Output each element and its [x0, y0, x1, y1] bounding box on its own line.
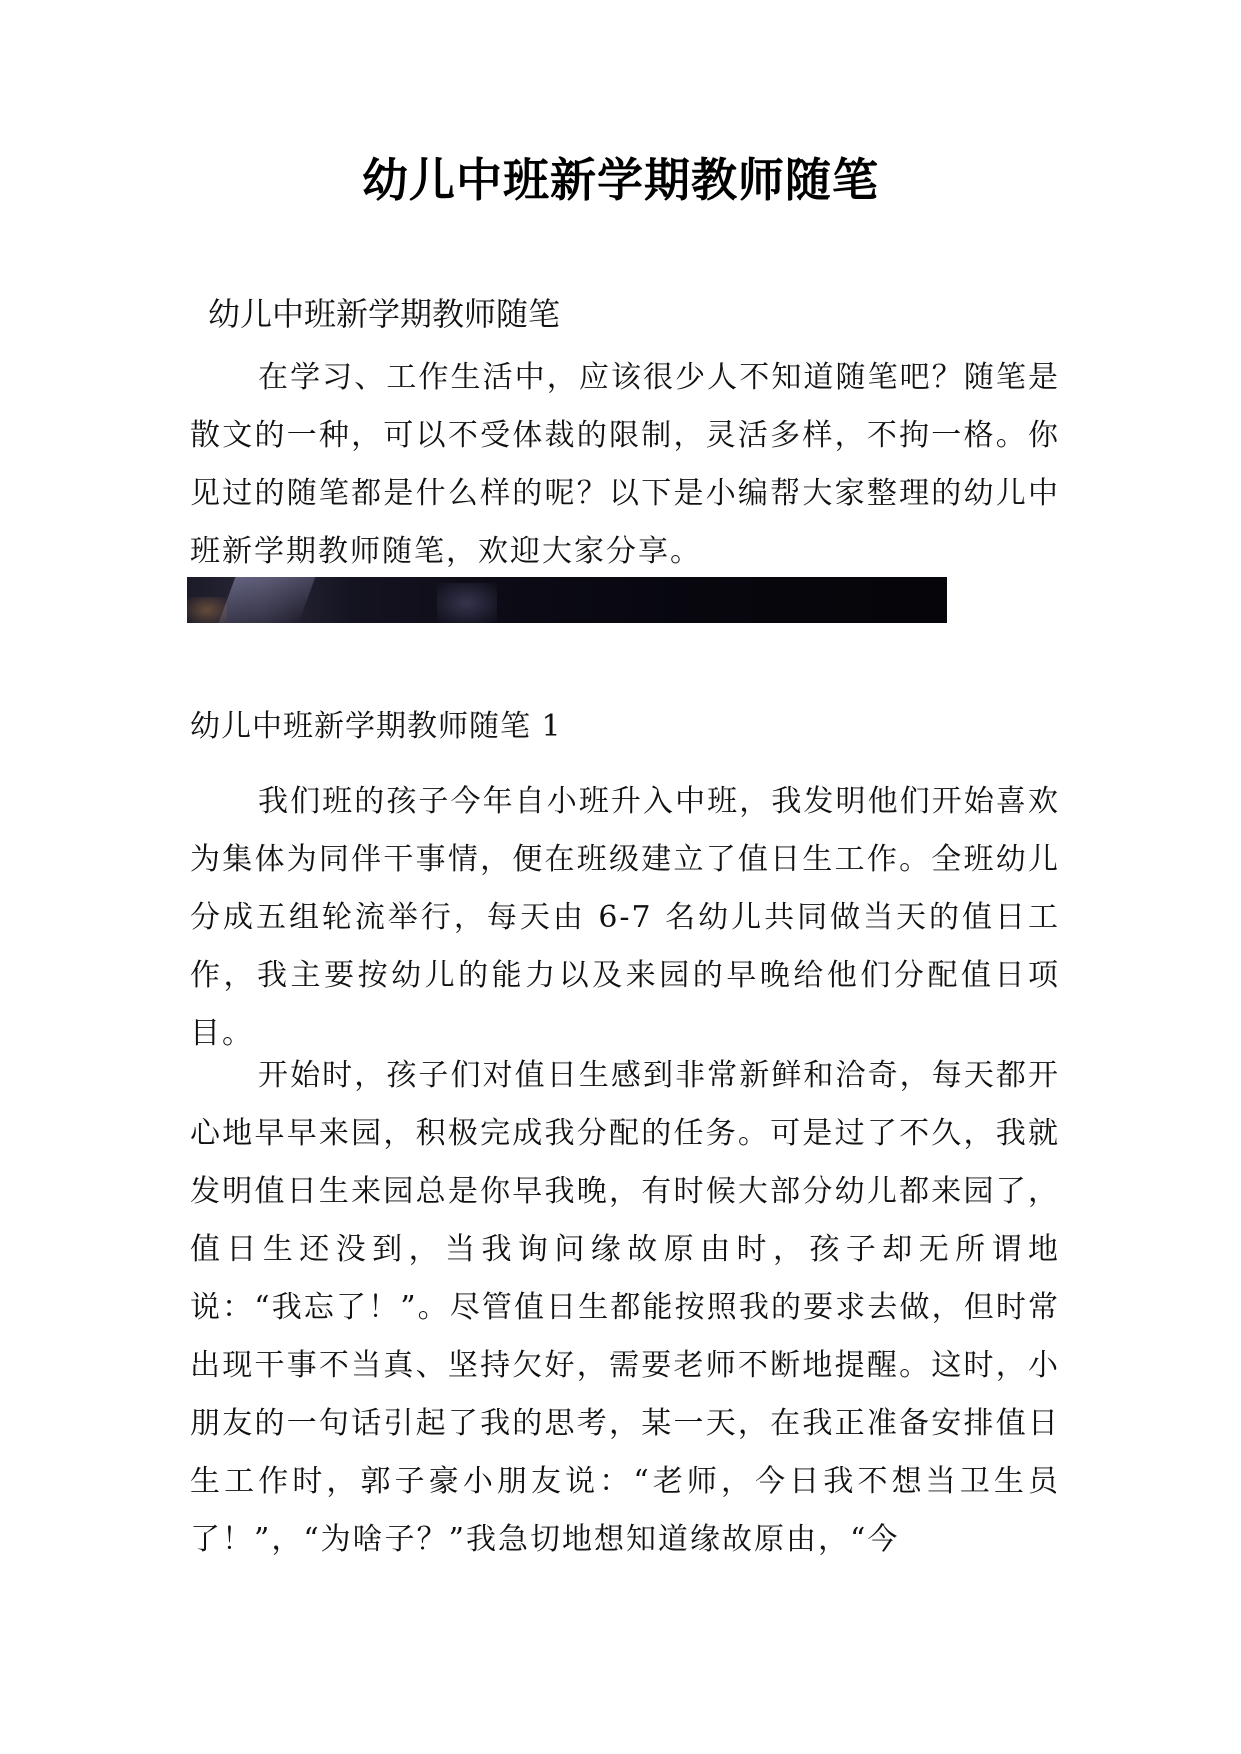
document-subtitle: 幼儿中班新学期教师随笔	[208, 295, 561, 333]
body-paragraph-1: 我们班的孩子今年自小班升入中班，我发明他们开始喜欢为集体为同伴干事情，便在班级建立了值日生工作。全班幼儿分成五组轮流举行，每天由 6-7 名幼儿共同做当天的值日工作，我主要按幼儿的能力以及来园的早晚给他们分配值日项目。	[190, 784, 1060, 1051]
banner-light-spot	[437, 583, 497, 623]
document-title: 幼儿中班新学期教师随笔	[362, 153, 879, 207]
banner-light-streak	[219, 577, 316, 623]
section-heading: 幼儿中班新学期教师随笔 1	[190, 709, 562, 744]
banner-image	[187, 577, 947, 623]
intro-paragraph: 在学习、工作生活中，应该很少人不知道随笔吧？随笔是散文的一种，可以不受体裁的限制，灵活多样，不拘一格。你见过的随笔都是什么样的呢？以下是小编帮大家整理的幼儿中班新学期教师随笔，欢迎大家分享。	[190, 360, 1060, 569]
banner-warm-spot	[187, 597, 227, 623]
body-paragraph-2: 开始时，孩子们对值日生感到非常新鲜和洽奇，每天都开心地早早来园，积极完成我分配的任务。可是过了不久，我就发明值日生来园总是你早我晚，有时候大部分幼儿都来园了，值日生还没到，当我询问缘故原由时，孩子却无所谓地说：“我忘了！”。尽管值日生都能按照我的要求去做，但时常出现干事不当真、坚持欠好，需要老师不断地提醒。这时，小朋友的一句话引起了我的思考，某一天，在我正准备安排值日生工作时，郭子豪小朋友说：“老师，今日我不想当卫生员了！”，“为啥子？”我急切地想知道缘故原由，“今	[190, 1058, 1060, 1557]
